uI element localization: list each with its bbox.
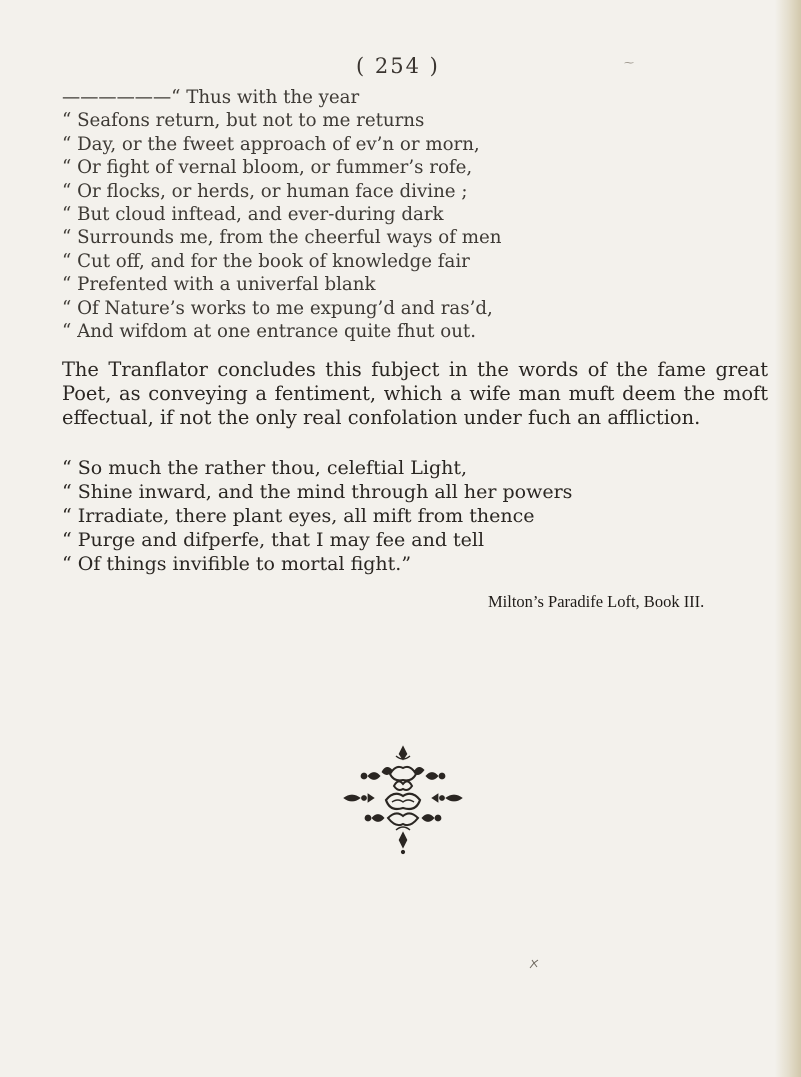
verse-line: “ Shine inward, and the mind through all her powers [62, 481, 573, 503]
verse-line: “ Prefented with a univerfal blank [62, 274, 376, 296]
verse-line: “ Seafons return, but not to me returns [62, 110, 425, 132]
verse-line: “ And wifdom at one entrance quite fhut out. [62, 321, 477, 343]
prose-paragraph: The Tranflator concludes this fubject in the words of the fame great Poet, as conveying a fentiment, which a wife man muft deem the moft effectual, if not the only real confolation under fuch an affliction. [62, 358, 768, 430]
verse-line: “ But cloud inftead, and ever-during dark [62, 204, 444, 226]
verse-line: “ Or fight of vernal bloom, or fummer’s rofe, [62, 157, 473, 179]
verse-quotation-first [62, 86, 762, 343]
verse-line: “ Of things invifible to mortal fight.” [62, 553, 412, 575]
stray-ink-mark: ⁓ [624, 58, 634, 69]
verse-line: “ Cut off, and for the book of knowledge fair [62, 250, 470, 272]
verse-line: “ Irradiate, there plant eyes, all mift from thence [62, 505, 535, 527]
verse-line: “ Or flocks, or herds, or human face divine ; [62, 180, 468, 202]
paper-edge-shading [775, 0, 801, 1077]
verse-line: “ So much the rather thou, celeftial Light, [62, 457, 468, 479]
verse-line: “ Of Nature’s works to me expung’d and ras’d, [62, 297, 493, 319]
verse-line: “ Day, or the fweet approach of ev’n or morn, [62, 133, 480, 155]
verse-quotation-second [62, 456, 762, 576]
verse-line: ——————“ Thus with the year [62, 87, 360, 108]
page-number: ( 254 ) [356, 54, 440, 78]
verse-line: “ Purge and difperfe, that I may fee and tell [62, 529, 485, 551]
source-attribution: Milton’s Paradife Loft, Book III. [488, 592, 705, 611]
verse-line: “ Surrounds me, from the cheerful ways of men [62, 227, 502, 249]
printers-ornament-icon [338, 742, 468, 856]
stray-ink-mark [528, 958, 540, 970]
